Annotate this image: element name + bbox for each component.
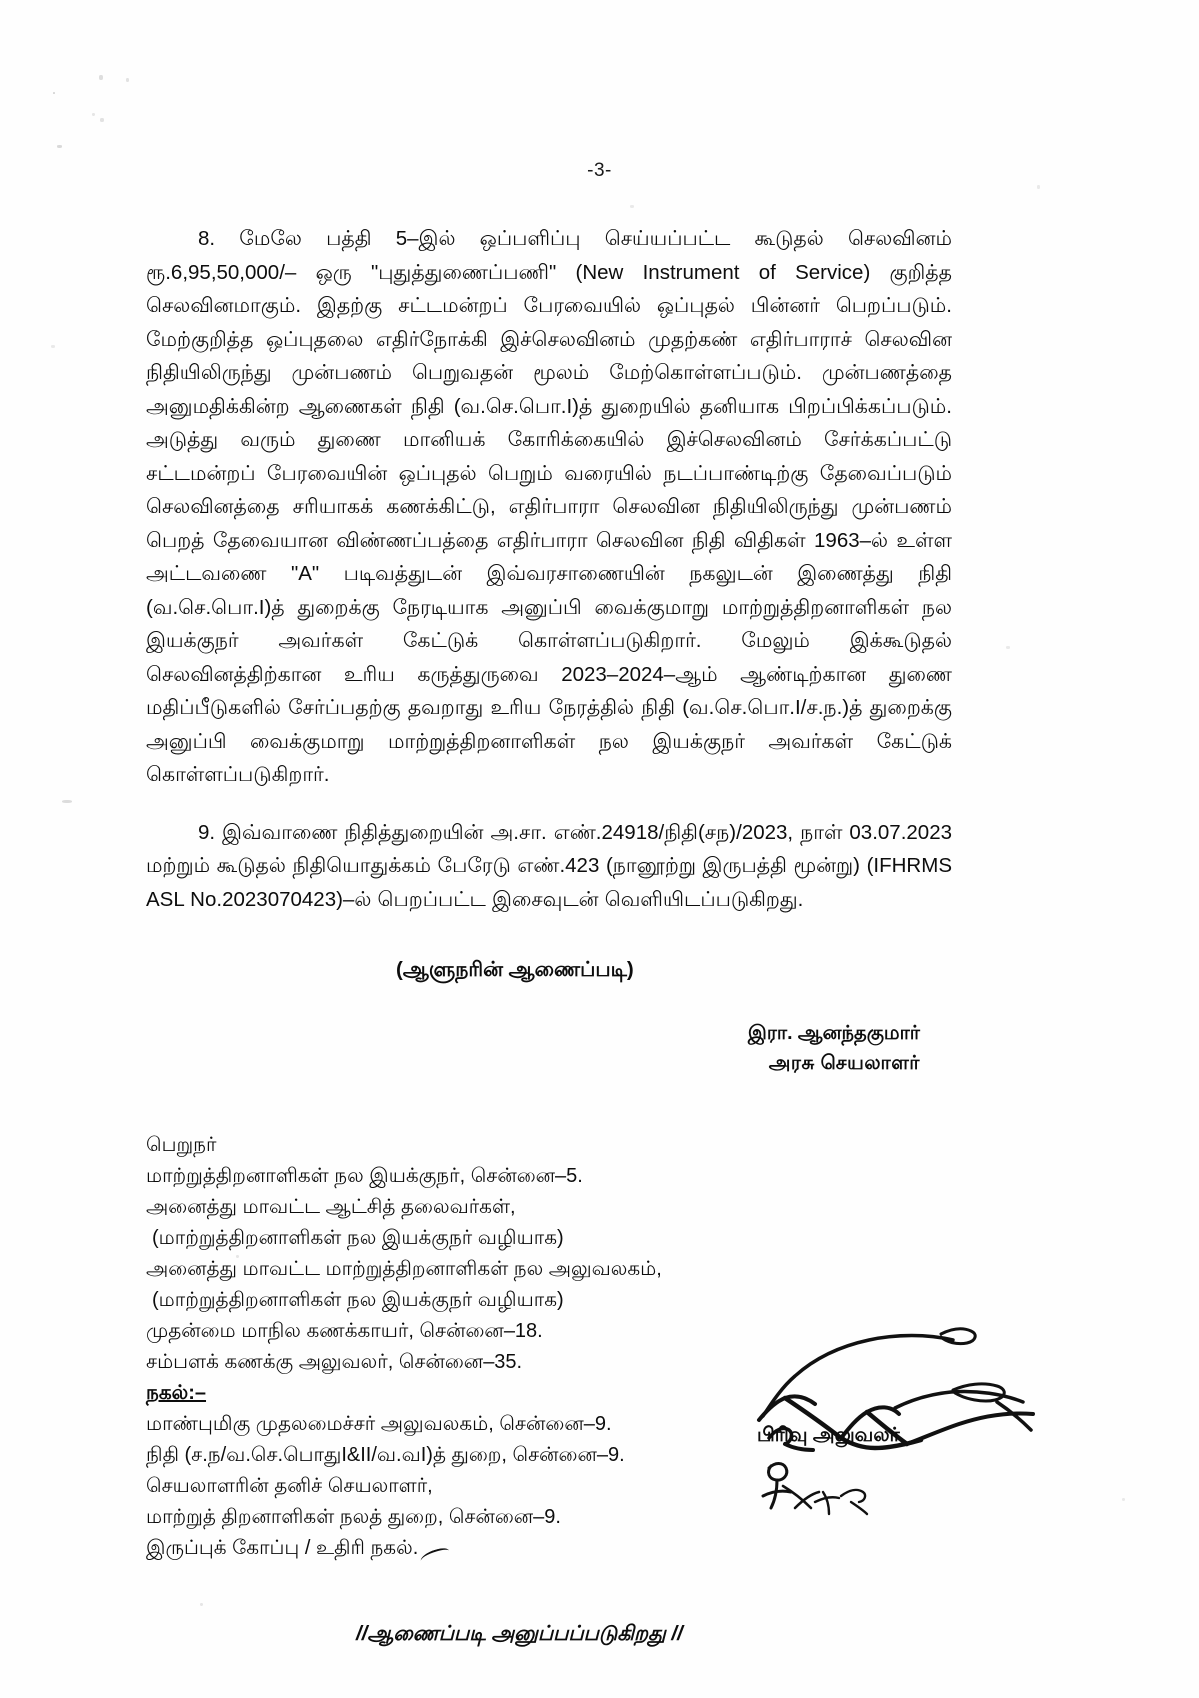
scan-speckle [630, 205, 634, 208]
copy-to-item: இருப்புக் கோப்பு / உதிரி நகல். [146, 1537, 419, 1559]
scan-speckle [92, 113, 95, 116]
scan-speckle [126, 78, 129, 82]
recipient-item: (மாற்றுத்திறனாளிகள் நல இயக்குநர் வழியாக) [152, 1289, 564, 1311]
copy-to-item: மாண்புமிகு முதலமைச்சர் அலுவலகம், சென்னை–9. [146, 1413, 612, 1435]
section-officer-title: பிரிவு அலுவலர் [757, 1424, 900, 1446]
scan-speckle [51, 345, 55, 348]
signatory-name: இரா. ஆனந்தகுமார் [747, 1022, 920, 1044]
scan-speckle [1037, 185, 1040, 189]
scan-speckle [62, 800, 72, 803]
recipient-item: அனைத்து மாவட்ட ஆட்சித் தலைவர்கள், [146, 1196, 516, 1218]
by-order-of-governor: (ஆளுநரின் ஆணைப்படி) [396, 958, 634, 981]
recipient-item: முதன்மை மாநில கணக்காயர், சென்னை–18. [146, 1320, 543, 1342]
paragraph-8: 8. மேலே பத்தி 5–இல் ஒப்பளிப்பு செய்யப்பட்ட கூடுதல் செலவினம் ரூ.6,95,50,000/– ஒரு "புதுத்துணைப்பணி" (New Instrument of Service) குறித்த செலவினமாகும். இதற்கு சட்டமன்றப் பேரவையில் ஒப்புதல் பின்னர் பெறப்படும். மேற்குறித்த ஒப்புதலை எதிர்நோக்கி இச்செலவினம் முதற்கண் எதிர்பாராச் செலவின நிதியிலிருந்து முன்பணம் பெறுவதன் மூலம் மேற்கொள்ளப்படும். முன்பணத்தை அனுமதிக்கின்ற ஆணைகள் நிதி (வ.செ.பொ.I)த் துறையில் தனியாக பிறப்பிக்கப்படும். அடுத்து வரும் துணை மானியக் கோரிக்கையில் இச்செலவினம் சேர்க்கப்பட்டு சட்டமன்றப் பேரவையின் ஒப்புதல் பெறும் வரையில் நடப்பாண்டிற்கு தேவைப்படும் செலவினத்தை சரியாகக் கணக்கிட்டு, எதிர்பாரா செலவின நிதியிலிருந்து முன்பணம் பெறத் தேவையான விண்ணப்பத்தை எதிர்பாரா செலவின நிதி விதிகள் 1963–ல் உள்ள அட்டவணை "A" படிவத்துடன் இவ்வரசாணையின் நகலுடன் இணைத்து நிதி (வ.செ.பொ.I)த் துறைக்கு நேரடியாக அனுப்பி வைக்குமாறு மாற்றுத்திறனாளிகள் நல இயக்குநர் அவர்கள் கேட்டுக் கொள்ளப்படுகிறார். மேலும் இக்கூடுதல் செலவினத்திற்கான உரிய கருத்துருவை 2023–2024–ஆம் ஆண்டிற்கான துணை மதிப்பீடுகளில் சேர்ப்பதற்கு தவறாது உரிய நேரத்தில் நிதி (வ.செ.பொ.I/ச.ந.)த் துறைக்கு அனுப்பி வைக்குமாறு மாற்றுத்திறனாளிகள் நல இயக்குநர் அவர்கள் கேட்டுக் கொள்ளப்படுகிறார். [146, 227, 952, 786]
copy-to-item: நிதி (ச.ந/வ.செ.பொதுI&II/வ.வI)த் துறை, சென்னை–9. [146, 1444, 625, 1466]
recipient-item: சம்பளக் கணக்கு அலுவலர், சென்னை–35. [146, 1351, 523, 1373]
page-number: -3- [587, 160, 612, 181]
section-officer-signature-block [745, 1298, 1045, 1498]
signature-date-initial [753, 1456, 903, 1526]
recipient-item: (மாற்றுத்திறனாளிகள் நல இயக்குநர் வழியாக) [152, 1227, 564, 1249]
scan-speckle [57, 145, 62, 148]
scan-speckle [1006, 646, 1010, 649]
signatory-designation: அரசு செயலாளர் [768, 1052, 920, 1074]
recipients-heading: பெறுநர் [146, 1134, 217, 1156]
copy-to-item: மாற்றுத் திறனாளிகள் நலத் துறை, சென்னை–9. [146, 1506, 561, 1528]
paragraph-9: 9. இவ்வாணை நிதித்துறையின் அ.சா. எண்.24918/நிதி(சந)/2023, நாள் 03.07.2023 மற்றும் கூடுதல் நிதியொதுக்கம் பேரேடு எண்.423 (நானூற்று இருபத்தி மூன்று) (IFHRMS ASL No.2023070423)–ல் பெறப்பட்ட இசைவுடன் வெளியிடப்படுகிறது. [146, 820, 952, 911]
recipient-item: அனைத்து மாவட்ட மாற்றுத்திறனாளிகள் நல அலுவலகம், [146, 1258, 662, 1280]
copy-to-heading: நகல்:– [146, 1382, 207, 1404]
scan-speckle [53, 92, 55, 94]
copy-to-item: செயலாளரின் தனிச் செயலாளர், [146, 1475, 433, 1497]
signatory-block [146, 1018, 952, 1078]
recipient-item: மாற்றுத்திறனாளிகள் நல இயக்குநர், சென்னை–5. [146, 1165, 583, 1187]
scan-speckle [100, 118, 104, 122]
pen-stroke-mark [418, 1542, 454, 1556]
scan-speckle [99, 75, 103, 80]
scan-speckle [1122, 1498, 1125, 1501]
forwarded-by-order: //ஆணைப்படி அனுப்பப்படுகிறது // [356, 1622, 683, 1645]
